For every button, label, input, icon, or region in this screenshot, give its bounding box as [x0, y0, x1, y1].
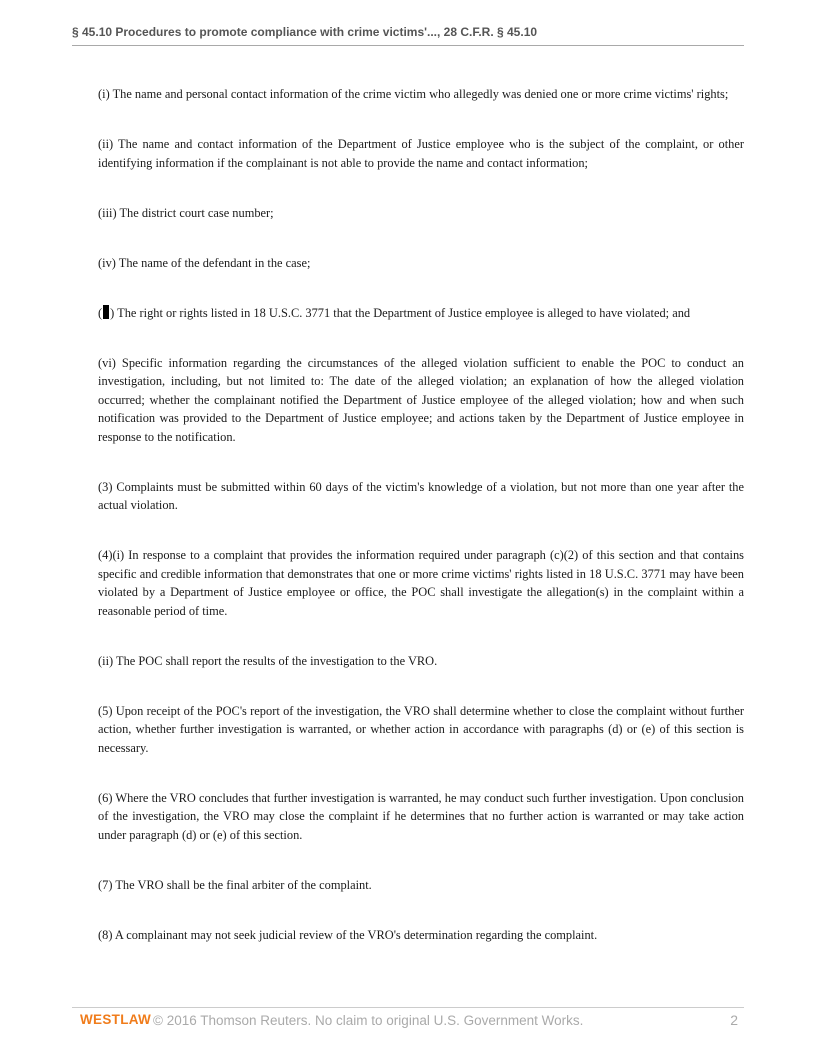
paragraph-v[interactable] — [98, 304, 744, 323]
paragraph-3: (3) Complaints must be submitted within 60 days of the victim's knowledge of a violation, but not more than one year after the actual violation. — [98, 479, 744, 512]
paragraph-iv: (iv) The name of the defendant in the case; — [98, 255, 311, 270]
document-body — [98, 85, 744, 944]
paragraph-iii: (iii) The district court case number; — [98, 205, 274, 220]
paragraph-5: (5) Upon receipt of the POC's report of the investigation, the VRO shall determine whether to close the complaint without further action, whether further investigation is warranted, or whether action in accordance with paragraphs (d) or (e) of this section is necessary. — [98, 703, 744, 755]
paragraph-7: (7) The VRO shall be the final arbiter of the complaint. — [98, 877, 372, 892]
paragraph-v-open: ( — [98, 305, 103, 320]
copyright-notice: © 2016 Thomson Reuters. No claim to original U.S. Government Works. — [153, 1013, 584, 1028]
page-header — [72, 24, 744, 46]
text-cursor — [103, 305, 109, 319]
paragraph-vi: (vi) Specific information regarding the circumstances of the alleged violation sufficient to enable the POC to conduct an investigation, including, but not limited to: The date of the alleged violation; an explanation of how the alleged violation occurred; whether the complainant notified the Department of Justice employee of the alleged violation; how and when such notification was provided to the Department of Justice employee; and actions taken by the Department of Justice employee in response to the notification. — [98, 355, 744, 444]
paragraph-8: (8) A complainant may not seek judicial review of the VRO's determination regarding the complaint. — [98, 927, 598, 942]
paragraph-i: (i) The name and personal contact information of the crime victim who allegedly was denied one or more crime victims' rights; — [98, 87, 729, 101]
paragraph-4-i: (4)(i) In response to a complaint that provides the information required under paragraph (c)(2) of this section and that contains specific and credible information that demonstrates that one or more crime victims' rights listed in 18 U.S.C. 3771 may have been violated by a Department of Justice employee or office, the POC shall investigate the allegation(s) in the complaint within a reasonable period of time. — [98, 548, 744, 618]
paragraph-ii: (ii) The name and contact information of the Department of Justice employee who is the subject of the complaint, or other identifying information if the complainant is not able to provide the name and contact information; — [98, 137, 744, 170]
paragraph-6: (6) Where the VRO concludes that further investigation is warranted, he may conduct such further investigation. Upon conclusion of the investigation, the VRO may close the complaint if he determines that no further action is warranted or may take action under paragraph (d) or (e) of this section. — [98, 790, 744, 842]
page-footer — [72, 1007, 744, 1038]
document-title: § 45.10 Procedures to promote compliance with crime victims'..., 28 C.F.R. § 45.10 — [72, 25, 538, 39]
page-number: 2 — [730, 1012, 738, 1028]
paragraph-v-text: ) The right or rights listed in 18 U.S.C. 3771 that the Department of Justice employee is alleged to have violated; and — [110, 305, 691, 320]
paragraph-4-ii: (ii) The POC shall report the results of the investigation to the VRO. — [98, 653, 438, 668]
westlaw-logo: WESTLAW — [80, 1012, 152, 1027]
